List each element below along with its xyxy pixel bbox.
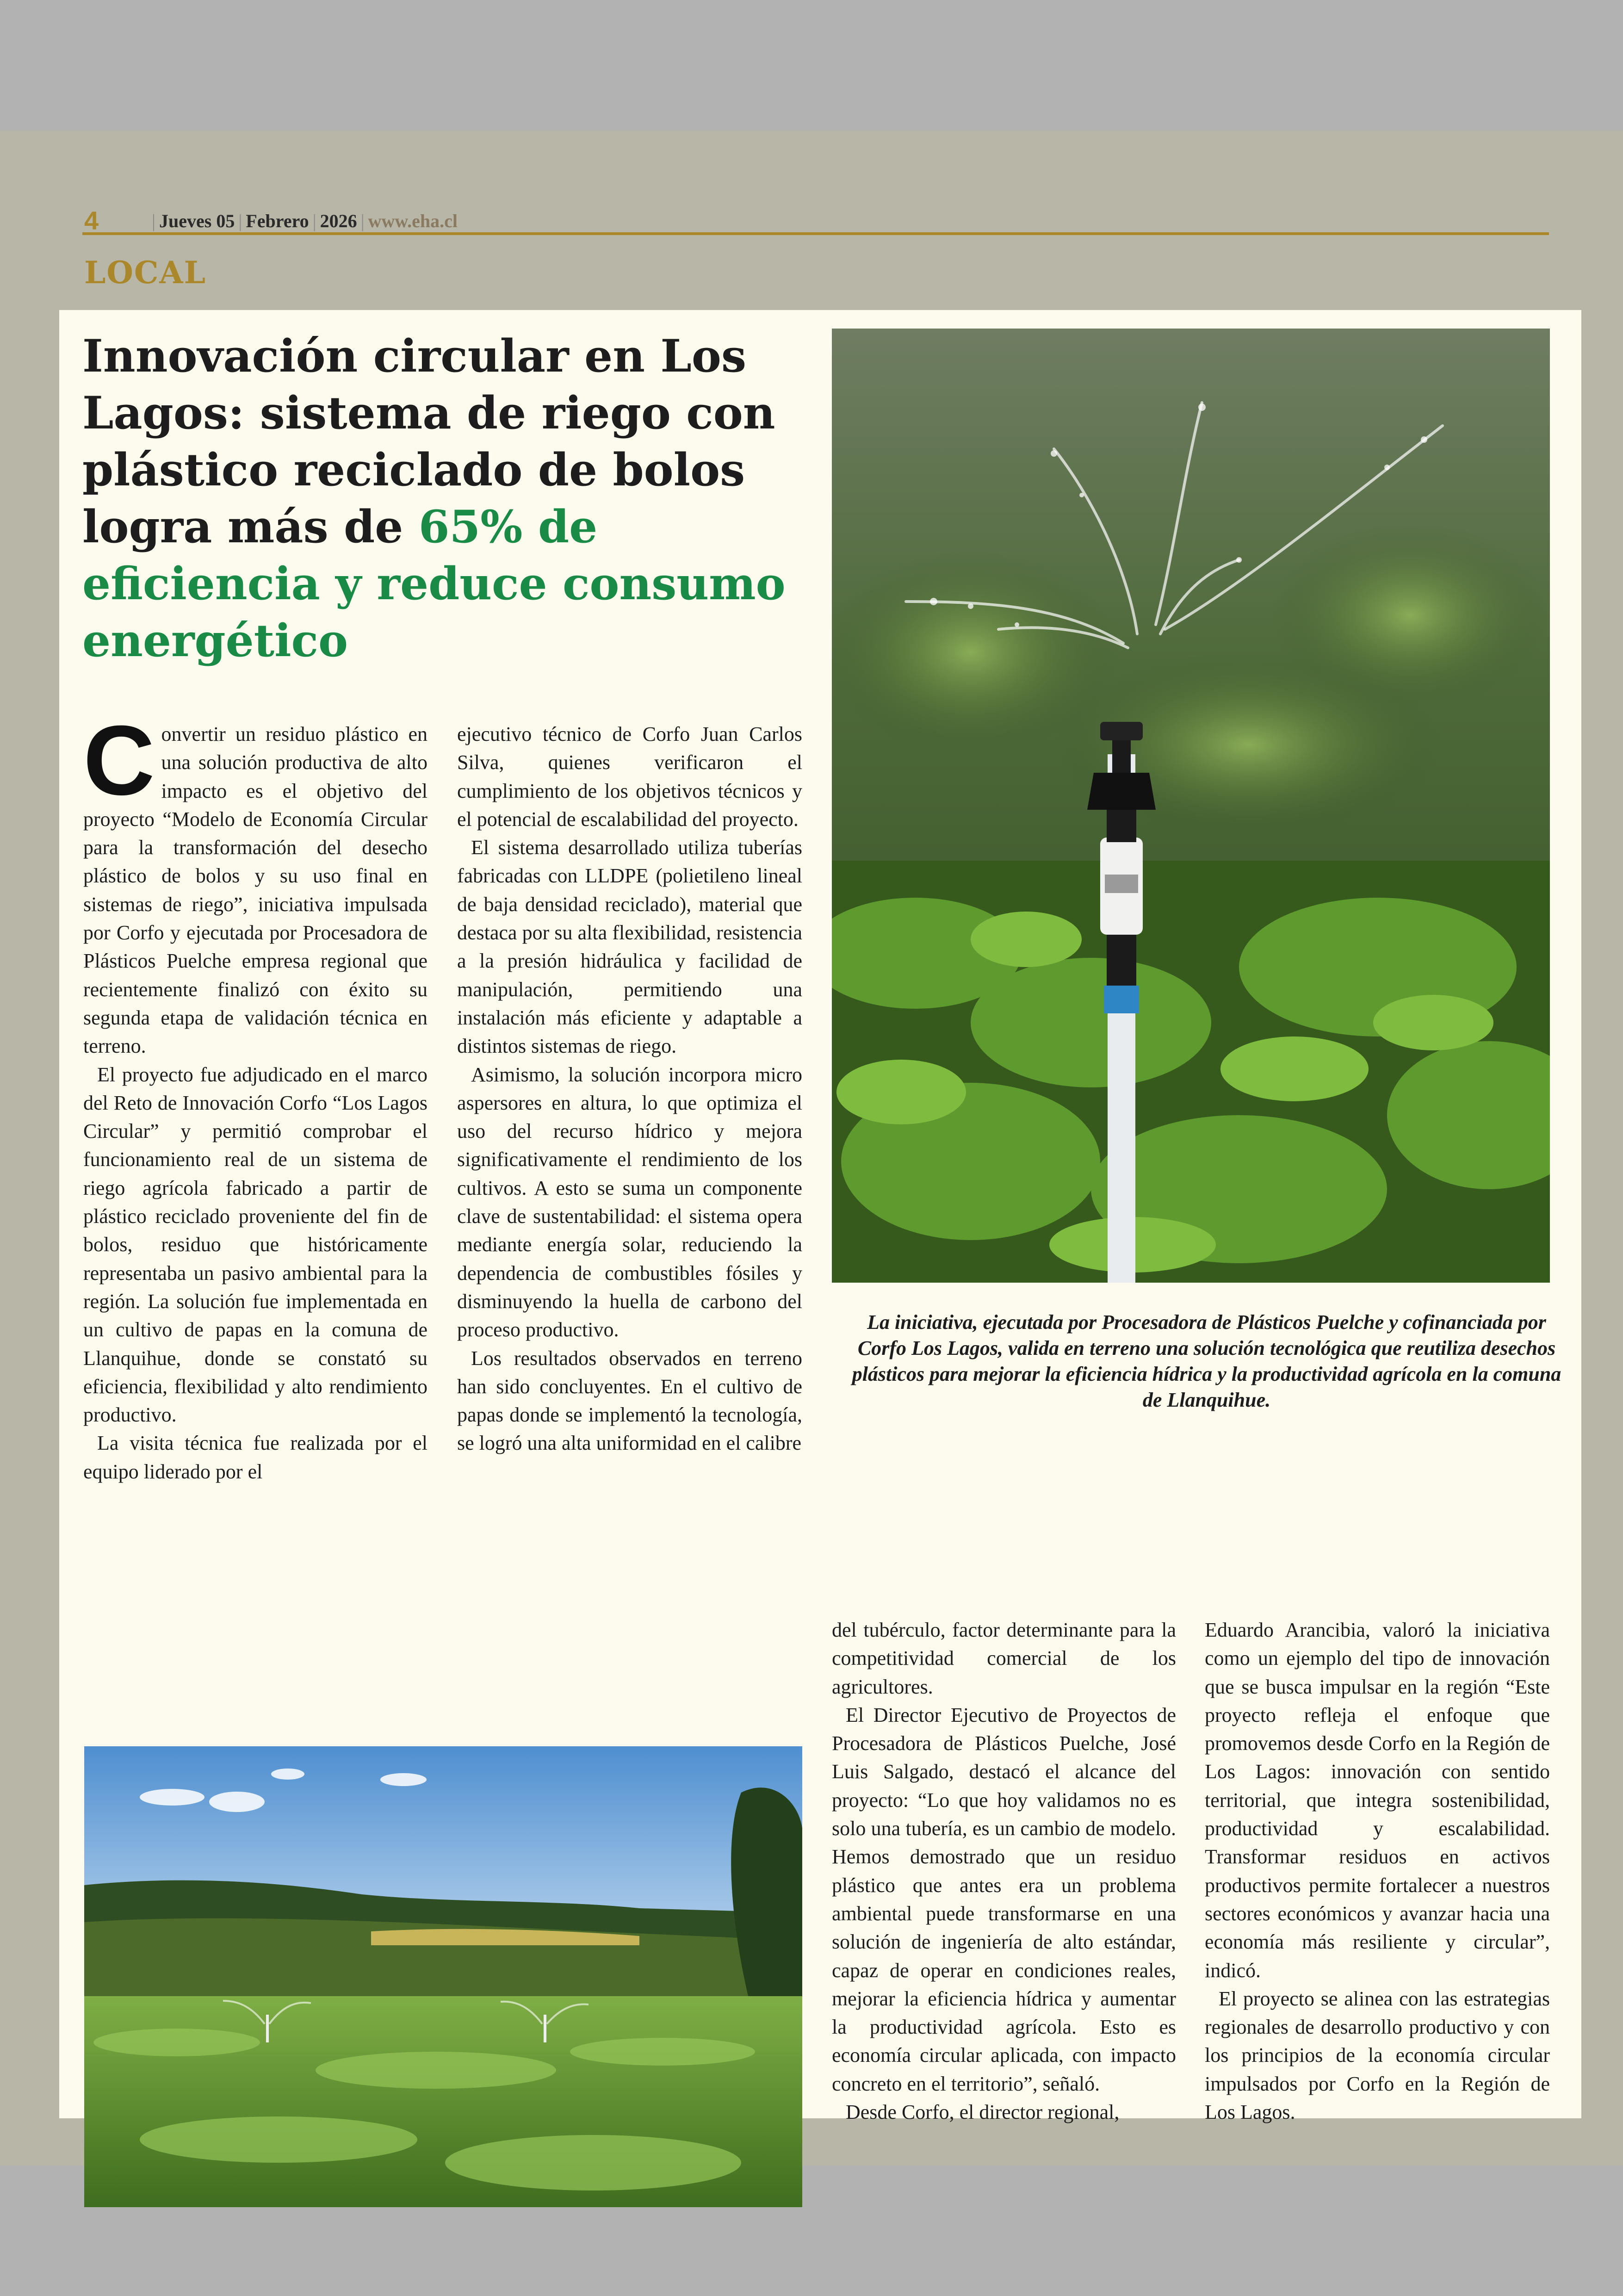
headline-text: Innovación circular en Los Lagos: sistema de riego con plástico reciclado de bolos logra más de: [82, 330, 775, 553]
paragraph: La visita técnica fue realizada por el equipo liderado por el: [83, 1432, 427, 1483]
paragraph: ejecutivo técnico de Corfo Juan Carlos Silva, quienes verificaron el cumplimiento de los objetivos técnicos y el potencial de escalabilidad del proyecto.: [457, 723, 802, 831]
article-column-1: [83, 705, 427, 1486]
drop-cap: C: [83, 705, 155, 816]
article-column-2: [457, 720, 802, 1458]
paragraph: El proyecto fue adjudicado en el marco del Reto de Innovación Corfo “Los Lagos Circular” y permitió comprobar el funcionamiento real de un sistema de riego agrícola fabricado a partir de plástico reciclado proveniente del fin de bolos, residuo que históricamente representaba un pasivo ambiental para la región. La solución fue implementada en un cultivo de papas en la comuna de Llanquihue, donde se constató su eficiencia, flexibilidad y alto rendimiento productivo.: [83, 1063, 427, 1427]
issue-year: 2026: [320, 211, 357, 231]
issue-month: Febrero: [246, 211, 309, 231]
article-column-4: [1205, 1616, 1550, 2126]
headline-highlight: 65% de eficiencia y reduce consumo energético: [82, 501, 786, 667]
newspaper-page: [0, 130, 1623, 2166]
website-link[interactable]: www.eha.cl: [368, 211, 458, 231]
sprinkler-photo: [832, 329, 1550, 1283]
page-header: [82, 205, 1549, 235]
article-sheet: [59, 310, 1581, 2124]
paragraph: El proyecto se alinea con las estrategias regionales de desarrollo productivo y con los principios de la economía circular impulsados por Corfo en la Región de Los Lagos.: [1205, 1987, 1550, 2124]
paragraph: onvertir un residuo plástico en una solución productiva de alto impacto es el objetivo del proyecto “Modelo de Economía Circular para la transformación del desecho plástico de bolos y su uso final en sistemas de riego”, iniciativa impulsada por Corfo y ejecutada por Procesadora de Plásticos Puelche empresa regional que recientemente finalizó con éxito su segunda etapa de validación técnica en terreno.: [83, 723, 427, 1058]
paragraph: El Director Ejecutivo de Proyectos de Procesadora de Plásticos Puelche, José Luis Salgado, destacó el alcance del proyecto: “Lo que hoy validamos no es solo una tubería, es un cambio de modelo. Hemos demostrado que un residuo plástico que antes era un problema ambiental puede transformarse en una solución de ingeniería de alto estándar, capaz de operar en condiciones reales, mejorar la eficiencia hídrica y aumentar la productividad agrícola. Esto es economía circular aplicada, con impacto concreto en el territorio”, señaló.: [832, 1703, 1176, 2095]
paragraph: Eduardo Arancibia, valoró la iniciativa como un ejemplo del tipo de innovación que se busca impulsar en la región “Este proyecto refleja el enfoque que promovemos desde Corfo en la Región de Los Lagos: innovación con sentido territorial, que integra sostenibilidad, productividad y escalabilidad. Transformar residuos en activos productivos permite fortalecer a nuestros sectores económicos y avanzar hacia una economía más resiliente y circular”, indicó.: [1205, 1619, 1550, 1982]
paragraph: Los resultados observados en terreno han sido concluyentes. En el cultivo de papas donde se implementó la tecnología, se logró una alta uniformidad en el calibre: [457, 1347, 802, 1455]
paragraph: El sistema desarrollado utiliza tuberías fabricadas con LLDPE (polietileno lineal de baja densidad reciclado), material que destaca por su alta flexibilidad, resistencia a la presión hidráulica y facilidad de manipulación, permitiendo una instalación más eficiente y adaptable a distintos sistemas de riego.: [457, 836, 802, 1058]
article-column-3: [832, 1616, 1176, 2126]
page-number: 4: [84, 206, 99, 235]
paragraph: Asimismo, la solución incorpora micro aspersores en altura, lo que optimiza el uso del recurso hídrico y mejora significativamente el rendimiento de los cultivos. A esto se suma un componente clave de sustentabilidad: el sistema opera mediante energía solar, reduciendo la dependencia de combustibles fósiles y disminuyendo la huella de carbono del proceso productivo.: [457, 1063, 802, 1341]
section-title: LOCAL: [84, 254, 207, 291]
paragraph: Desde Corfo, el director regional,: [846, 2101, 1120, 2124]
issue-date: | Jueves 05 | Febrero | 2026 | www.eha.cl: [152, 211, 458, 231]
paragraph: del tubérculo, factor determinante para la competitividad comercial de los agricultores.: [832, 1619, 1176, 1698]
photo-caption: La iniciativa, ejecutada por Procesadora de Plásticos Puelche y cofinanciada por Corfo Los Lagos, valida en terreno una solución tecnológica que reutiliza desechos plásticos para mejorar la eficiencia hídrica y la productividad agrícola en la comuna de Llanquihue.: [852, 1311, 1561, 1411]
issue-day: Jueves 05: [159, 211, 235, 231]
article-headline: [82, 328, 804, 669]
sprinkler-illustration: [832, 329, 1550, 1283]
field-illustration: [84, 1746, 802, 2207]
field-photo: [84, 1746, 802, 2207]
